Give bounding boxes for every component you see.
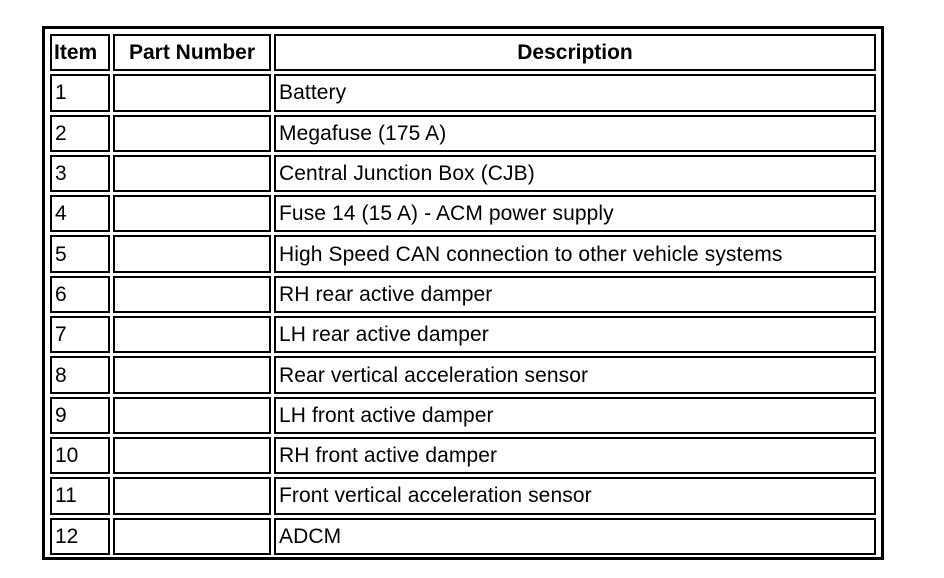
description-cell: Battery [274,74,876,111]
description-cell: RH rear active damper [274,276,876,313]
table-row [50,235,876,272]
part-number-cell [113,155,271,192]
parts-table-frame [42,26,884,560]
description-cell: LH rear active damper [274,316,876,353]
part-number-cell [113,235,271,272]
item-cell: 9 [50,397,110,434]
table-row [50,437,876,474]
parts-table [47,31,879,558]
item-cell: 6 [50,276,110,313]
part-number-cell [113,356,271,393]
description-cell: LH front active damper [274,397,876,434]
table-row [50,155,876,192]
table-row [50,477,876,514]
item-cell: 12 [50,518,110,555]
part-number-cell [113,195,271,232]
description-cell: Front vertical acceleration sensor [274,477,876,514]
description-cell: Central Junction Box (CJB) [274,155,876,192]
part-number-cell [113,276,271,313]
description-cell: ADCM [274,518,876,555]
part-number-cell [113,115,271,152]
item-cell: 8 [50,356,110,393]
part-number-cell [113,316,271,353]
table-row [50,356,876,393]
table-row [50,74,876,111]
table-row [50,195,876,232]
table-row [50,518,876,555]
item-cell: 4 [50,195,110,232]
header-item: Item [50,34,110,71]
table-row [50,276,876,313]
item-cell: 3 [50,155,110,192]
part-number-cell [113,397,271,434]
description-cell: High Speed CAN connection to other vehicle systems [274,235,876,272]
item-cell: 5 [50,235,110,272]
description-cell: Fuse 14 (15 A) - ACM power supply [274,195,876,232]
description-cell: Rear vertical acceleration sensor [274,356,876,393]
item-cell: 2 [50,115,110,152]
item-cell: 11 [50,477,110,514]
table-row [50,115,876,152]
part-number-cell [113,477,271,514]
description-cell: Megafuse (175 A) [274,115,876,152]
table-header-row [50,34,876,71]
header-description: Description [274,34,876,71]
item-cell: 1 [50,74,110,111]
header-part-number: Part Number [113,34,271,71]
part-number-cell [113,437,271,474]
table-row [50,397,876,434]
part-number-cell [113,518,271,555]
table-row [50,316,876,353]
description-cell: RH front active damper [274,437,876,474]
item-cell: 10 [50,437,110,474]
part-number-cell [113,74,271,111]
item-cell: 7 [50,316,110,353]
